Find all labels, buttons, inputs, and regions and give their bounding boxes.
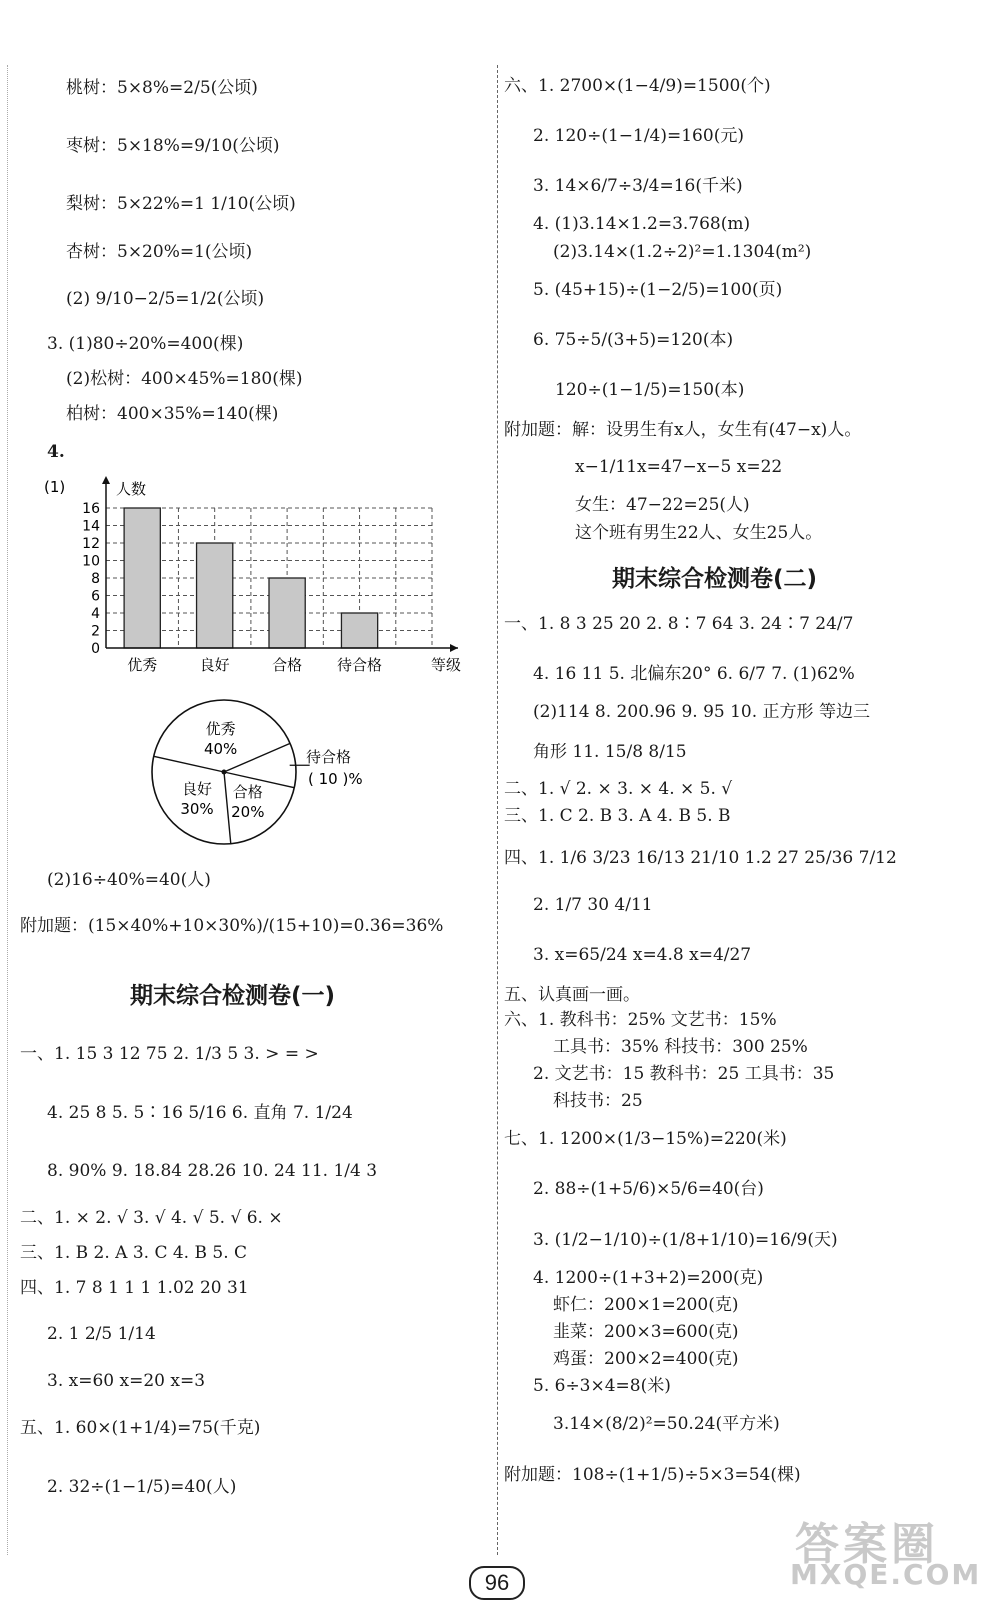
pie-slice-label: ( 10 )%: [308, 770, 363, 788]
x-category-label: 待合格: [337, 656, 383, 674]
bar: [269, 578, 305, 648]
y-tick-label: 16: [82, 501, 100, 517]
answer-line: 虾仁：200×1=200(克): [553, 1295, 739, 1315]
answer-line: 五、认真画一画。: [504, 985, 640, 1005]
exam2-title: 期末综合检测卷(二): [612, 566, 818, 592]
pie-slice-name: 优秀: [205, 720, 236, 739]
answer-line: 4. (1)3.14×1.2=3.768(m): [533, 214, 751, 234]
answer-line: 柏树：400×35%=140(棵): [66, 404, 279, 424]
answer-line: 8. 90% 9. 18.84 28.26 10. 24 11. 1/4 3: [47, 1161, 378, 1181]
answer-line: 附加题：(15×40%+10×30%)/(15+10)=0.36=36%: [20, 916, 444, 936]
y-axis-title: 人数: [116, 480, 147, 498]
y-tick-label: 8: [91, 571, 100, 587]
answer-line: 5. 6÷3×4=8(米): [533, 1376, 671, 1396]
answer-line: 工具书：35% 科技书：300 25%: [553, 1037, 808, 1057]
answer-line: 角形 11. 15/8 8/15: [533, 742, 687, 762]
pie-slice-label: 40%: [203, 740, 238, 759]
answer-line: 二、1. √ 2. × 3. × 4. × 5. √: [504, 779, 733, 799]
pie-slice-name: 良好: [181, 779, 213, 798]
bar: [197, 543, 233, 648]
left-margin-line: [7, 65, 8, 1555]
answer-line: 3. (1)80÷20%=400(棵): [47, 334, 244, 354]
bar: [341, 613, 377, 648]
answer-line: 一、1. 8 3 25 20 2. 8∶7 64 3. 24∶7 24/7: [504, 614, 854, 634]
y-tick-label: 6: [91, 588, 100, 605]
answer-line: 附加题：108÷(1+1/5)÷5×3=54(棵): [504, 1465, 801, 1485]
answer-line: 3. (1/2−1/10)÷(1/8+1/10)=16/9(天): [533, 1230, 838, 1250]
answer-line: 鸡蛋：200×2=400(克): [553, 1349, 739, 1369]
answer-line: 2. 120÷(1−1/4)=160(元): [533, 126, 744, 146]
x-axis-arrow: [450, 644, 458, 652]
answer-line: 6. 75÷5/(3+5)=120(本): [533, 330, 734, 350]
answer-line: 4. 1200÷(1+3+2)=200(克): [533, 1268, 764, 1288]
answer-line: 4.: [47, 442, 65, 462]
answer-line: 4. 25 8 5. 5∶16 5/16 6. 直角 7. 1/24: [47, 1103, 353, 1123]
answer-line: (2)松树：400×45%=180(棵): [66, 369, 303, 389]
answer-line: (2)16÷40%=40(人): [47, 870, 211, 890]
watermark-logo: 答案圈: [795, 1519, 939, 1570]
answer-line: x−1/11x=47−x−5 x=22: [575, 457, 783, 477]
answer-line: 2. 文艺书：15 教科书：25 工具书：35: [533, 1064, 835, 1084]
y-tick-label: 12: [82, 536, 100, 552]
exam1-title: 期末综合检测卷(一): [130, 983, 336, 1009]
answer-line: 3. 14×6/7÷3/4=16(千米): [533, 176, 743, 196]
x-category-label: 合格: [272, 656, 303, 674]
answer-line: 六、1. 2700×(1−4/9)=1500(个): [504, 76, 771, 96]
answer-line: 枣树：5×18%=9/10(公顷): [66, 136, 280, 156]
y-tick-label: 10: [82, 553, 100, 570]
y-tick-label: 0: [91, 641, 100, 657]
answer-line: 三、1. C 2. B 3. A 4. B 5. B: [504, 806, 731, 826]
x-category-label: 良好: [199, 656, 230, 674]
pie-chart: [140, 698, 400, 848]
bar-chart: [40, 472, 480, 682]
answer-line: 六、1. 教科书：25% 文艺书：15%: [504, 1010, 777, 1030]
answer-line: 3. x=65/24 x=4.8 x=4/27: [533, 945, 752, 965]
x-category-label: 优秀: [127, 656, 158, 674]
answer-line: 4. 16 11 5. 北偏东20° 6. 6/7 7. (1)62%: [533, 664, 855, 684]
answer-line: 韭菜：200×3=600(克): [553, 1322, 739, 1342]
answer-line: 120÷(1−1/5)=150(本): [555, 380, 745, 400]
answer-line: 五、1. 60×(1+1/4)=75(千克): [20, 1418, 261, 1438]
answer-line: 二、1. × 2. √ 3. √ 4. √ 5. √ 6. ×: [20, 1208, 283, 1228]
answer-line: 3. x=60 x=20 x=3: [47, 1371, 206, 1391]
pie-slice-name: 待合格: [306, 748, 352, 766]
answer-line: (2)3.14×(1.2÷2)²=1.1304(m²): [553, 242, 812, 262]
y-tick-label: 2: [91, 623, 100, 640]
x-axis-title: 等级: [430, 656, 462, 674]
answer-line: 2. 1 2/5 1/14: [47, 1324, 156, 1344]
answer-line: 2. 88÷(1+5/6)×5/6=40(台): [533, 1179, 764, 1199]
pie-slice-label: 30%: [180, 799, 214, 818]
answer-line: 七、1. 1200×(1/3−15%)=220(米): [504, 1129, 787, 1149]
answer-line: (2) 9/10−2/5=1/2(公顷): [66, 289, 265, 309]
answer-line: 附加题：解：设男生有x人，女生有(47−x)人。: [504, 420, 862, 440]
answer-line: (2)114 8. 200.96 9. 95 10. 正方形 等边三: [533, 702, 870, 722]
y-axis-arrow: [102, 476, 110, 484]
y-tick-label: 14: [82, 518, 100, 535]
bar: [124, 508, 160, 648]
answer-line: 杏树：5×20%=1(公顷): [66, 242, 253, 262]
y-tick-label: 4: [91, 606, 100, 622]
pie-slice-name: 合格: [232, 783, 263, 802]
answer-line: 四、1. 1/6 3/23 16/13 21/10 1.2 27 25/36 7/12: [504, 848, 897, 868]
answer-line: 这个班有男生22人、女生25人。: [575, 523, 823, 543]
page-number: 96: [469, 1566, 525, 1600]
answer-line: 2. 1/7 30 4/11: [533, 895, 653, 915]
answer-line: 三、1. B 2. A 3. C 4. B 5. C: [20, 1243, 248, 1263]
answer-line: 2. 32÷(1−1/5)=40(人): [47, 1477, 237, 1497]
answer-line: 5. (45+15)÷(1−2/5)=100(页): [533, 280, 783, 300]
column-divider: [497, 65, 498, 1555]
answer-line: 梨树：5×22%=1 1/10(公顷): [66, 194, 296, 214]
answer-line: 桃树：5×8%=2/5(公顷): [66, 78, 258, 98]
part-label: (1): [44, 478, 66, 496]
answer-line: 一、1. 15 3 12 75 2. 1/3 5 3. > = >: [20, 1044, 319, 1064]
answer-line: 3.14×(8/2)²=50.24(平方米): [553, 1414, 780, 1434]
pie-center-dot: [222, 770, 227, 775]
answer-line: 四、1. 7 8 1 1 1 1.02 20 31: [20, 1278, 249, 1298]
answer-line: 科技书：25: [553, 1091, 643, 1111]
watermark-url: MXQE.COM: [790, 1558, 982, 1591]
pie-slice-label: 20%: [231, 803, 265, 822]
answer-line: 女生：47−22=25(人): [575, 495, 750, 515]
